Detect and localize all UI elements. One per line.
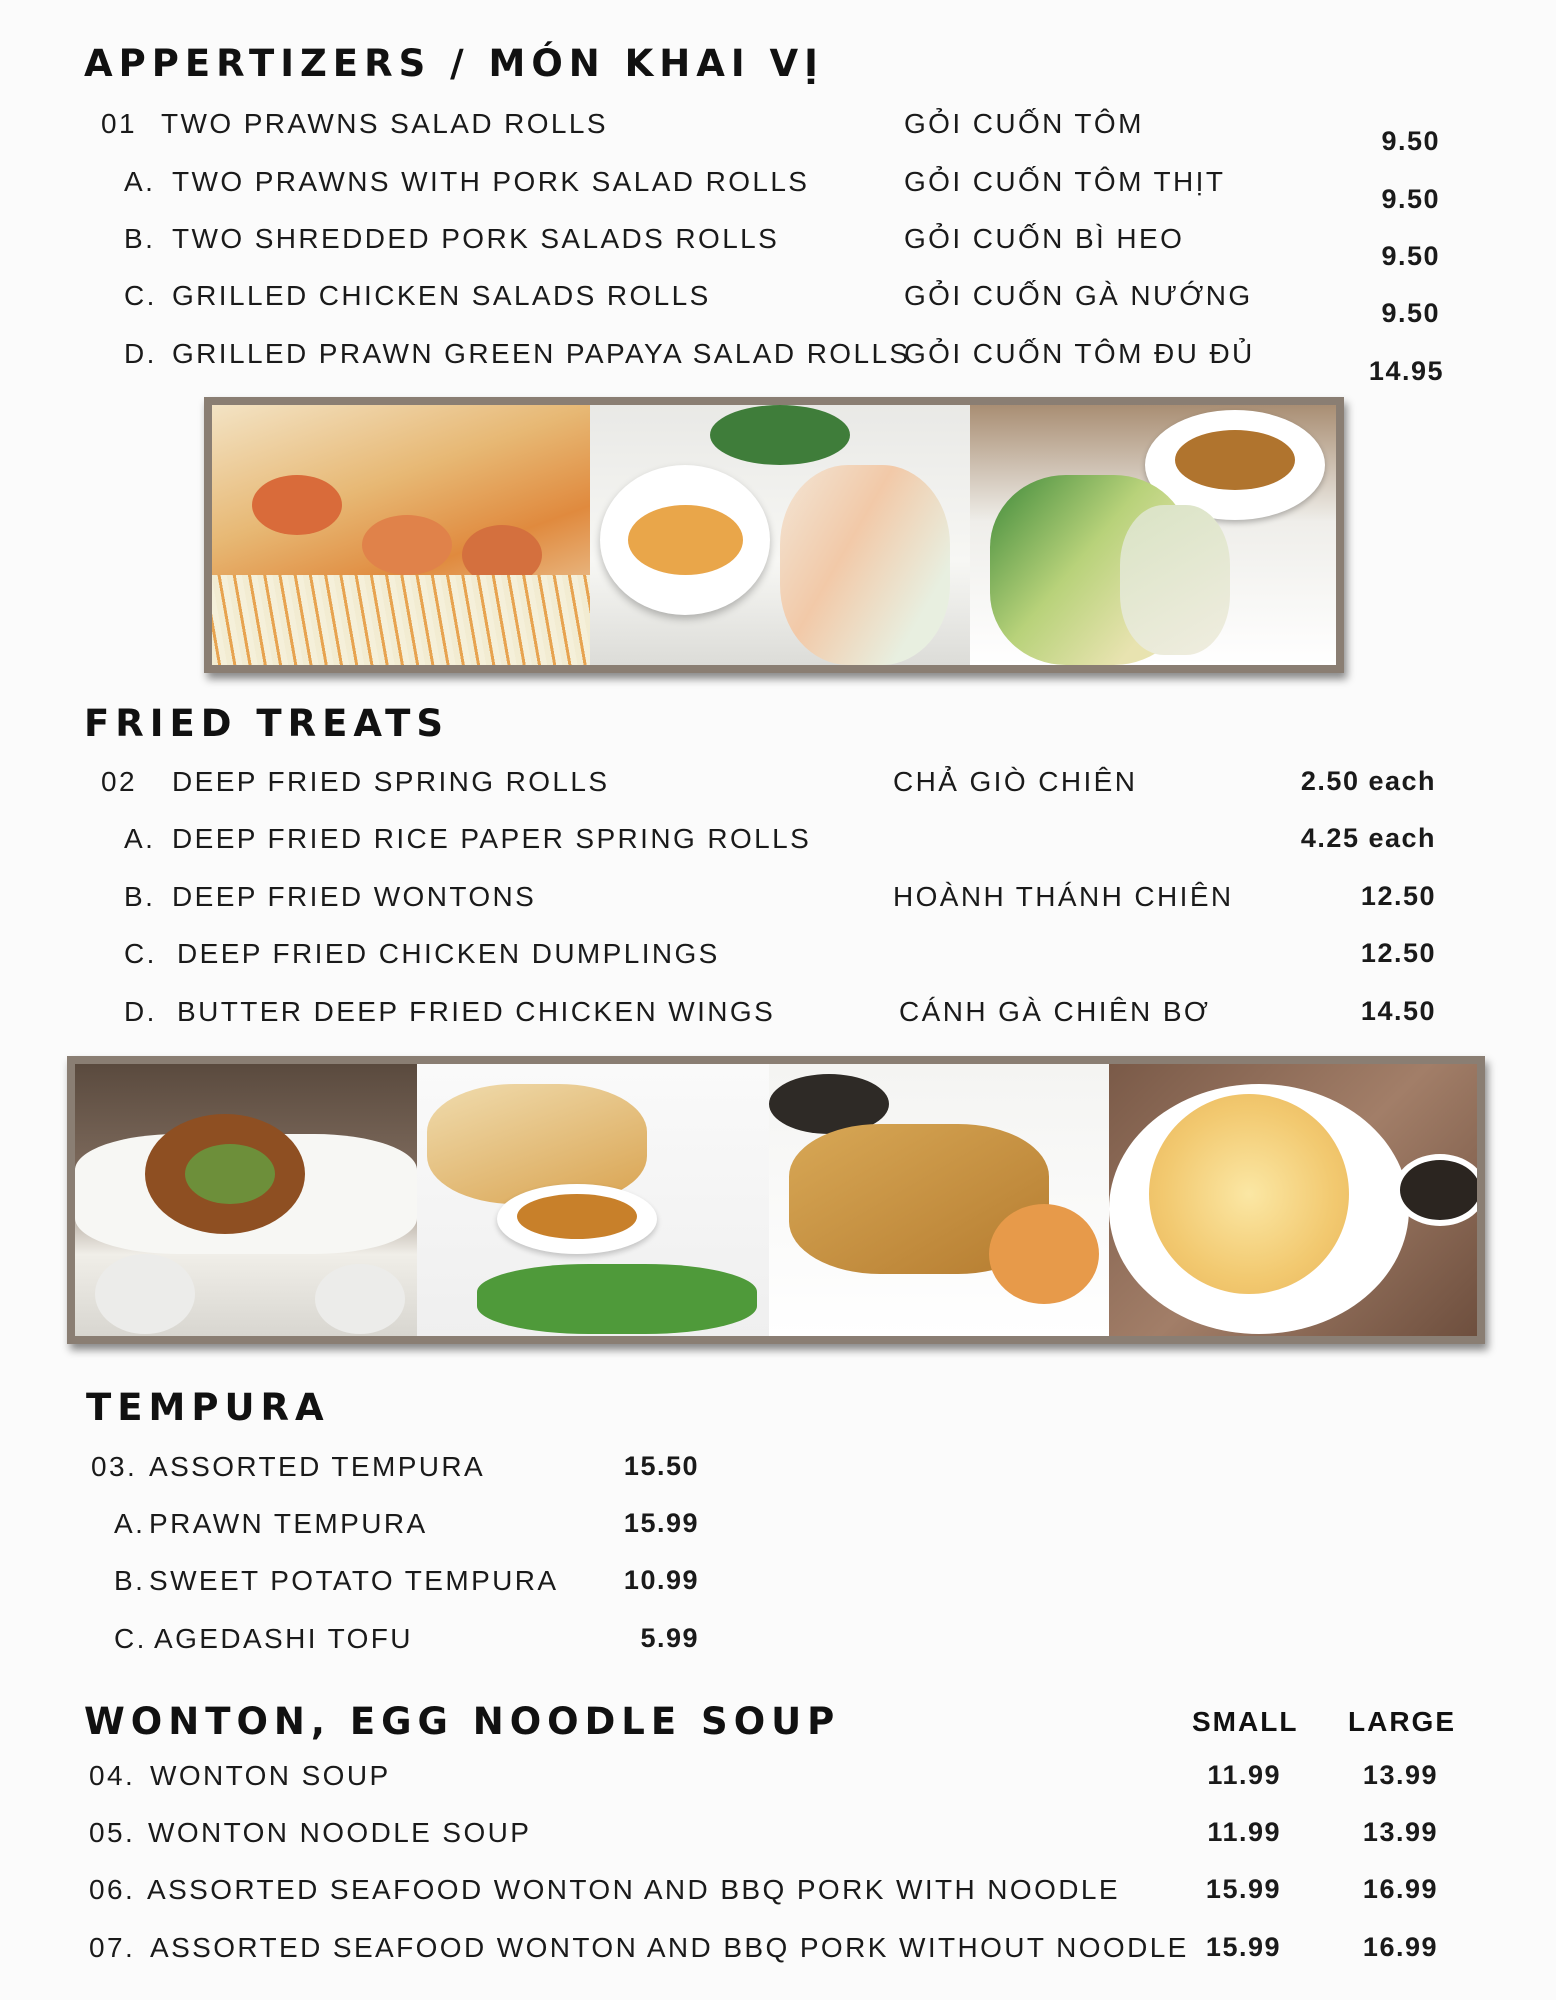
- item-code: B.: [124, 223, 156, 254]
- item-price: 9.50: [1381, 126, 1440, 156]
- item-price: 10.99: [623, 1565, 699, 1595]
- item-vietnamese-name: GỎI CUỐN TÔM: [904, 108, 1144, 139]
- item-code: 07.: [89, 1932, 136, 1963]
- item-name: DEEP FRIED RICE PAPER SPRING ROLLS: [172, 823, 812, 854]
- item-price-large: 13.99: [1362, 1760, 1438, 1790]
- item-vietnamese-name: CHẢ GIÒ CHIÊN: [893, 766, 1138, 797]
- item-vietnamese-name: GỎI CUỐN GÀ NƯỚNG: [904, 280, 1253, 311]
- pan-fried-dumplings-photo: [417, 1064, 769, 1336]
- item-name: DEEP FRIED CHICKEN DUMPLINGS: [177, 938, 720, 969]
- item-price: 9.50: [1381, 184, 1440, 214]
- item-name: ASSORTED SEAFOOD WONTON AND BBQ PORK WITH NOODLE: [147, 1874, 1120, 1905]
- item-name: ASSORTED SEAFOOD WONTON AND BBQ PORK WITHOUT NOODLE: [150, 1932, 1189, 1963]
- salad-rolls-with-peanut-sauce-photo: [970, 405, 1336, 665]
- item-price: 15.99: [623, 1508, 699, 1538]
- item-price: 5.99: [640, 1623, 699, 1653]
- item-code: C.: [114, 1623, 147, 1654]
- grilled-prawn-papaya-salad-photo: [212, 405, 590, 665]
- item-price-large: 16.99: [1362, 1932, 1438, 1962]
- item-name: BUTTER DEEP FRIED CHICKEN WINGS: [177, 996, 776, 1027]
- item-code: 01: [101, 108, 137, 139]
- item-code: B.: [114, 1565, 146, 1596]
- item-price: 12.50: [1360, 881, 1436, 911]
- item-price: 14.50: [1360, 996, 1436, 1026]
- salad-rolls-with-dipping-sauce-photo: [590, 405, 970, 665]
- item-code: 04.: [89, 1760, 136, 1791]
- item-name: DEEP FRIED WONTONS: [172, 881, 537, 912]
- item-name: TWO PRAWNS WITH PORK SALAD ROLLS: [172, 166, 810, 197]
- item-name: ASSORTED TEMPURA: [149, 1451, 486, 1482]
- item-price: 9.50: [1381, 241, 1440, 271]
- item-price: 15.50: [623, 1451, 699, 1481]
- section-title-fried-treats: FRIED TREATS: [84, 702, 450, 745]
- item-price-small: 15.99: [1205, 1874, 1281, 1904]
- item-price: 12.50: [1360, 938, 1436, 968]
- item-name: GRILLED PRAWN GREEN PAPAYA SALAD ROLLS: [172, 338, 911, 369]
- item-vietnamese-name: GỎI CUỐN TÔM ĐU ĐỦ: [904, 338, 1255, 369]
- item-name: SWEET POTATO TEMPURA: [149, 1565, 559, 1596]
- item-code: 03.: [91, 1451, 138, 1482]
- item-name: TWO PRAWNS SALAD ROLLS: [161, 108, 608, 139]
- item-price-large: 16.99: [1362, 1874, 1438, 1904]
- item-price: 14.95: [1368, 356, 1444, 386]
- item-vietnamese-name: HOÀNH THÁNH CHIÊN: [893, 881, 1234, 912]
- column-header-large: LARGE: [1348, 1706, 1456, 1737]
- prawn-tempura-photo: [1109, 1064, 1477, 1336]
- item-code: C.: [124, 938, 157, 969]
- fried-treats-photo-strip: [67, 1056, 1485, 1344]
- item-vietnamese-name: GỎI CUỐN TÔM THỊT: [904, 166, 1226, 197]
- section-title-appetizers: APPERTIZERS / MÓN KHAI VỊ: [84, 42, 824, 85]
- item-name: WONTON NOODLE SOUP: [148, 1817, 532, 1848]
- section-title-wonton-soup: WONTON, EGG NOODLE SOUP: [84, 1700, 841, 1743]
- item-code: D.: [124, 996, 157, 1027]
- item-price-small: 11.99: [1207, 1760, 1281, 1790]
- item-name: AGEDASHI TOFU: [154, 1623, 413, 1654]
- item-price-small: 11.99: [1207, 1817, 1281, 1847]
- item-vietnamese-name: CÁNH GÀ CHIÊN BƠ: [899, 996, 1211, 1027]
- item-name: WONTON SOUP: [150, 1760, 391, 1791]
- item-code: A.: [124, 166, 156, 197]
- item-code: B.: [124, 881, 156, 912]
- item-code: A.: [124, 823, 156, 854]
- item-price: 4.25 each: [1300, 823, 1436, 853]
- item-price: 2.50 each: [1300, 766, 1436, 796]
- item-name: TWO SHREDDED PORK SALADS ROLLS: [172, 223, 780, 254]
- item-code: A.: [114, 1508, 146, 1539]
- item-price: 9.50: [1381, 298, 1440, 328]
- appetizer-photo-strip: [204, 397, 1344, 673]
- item-code: 05.: [89, 1817, 136, 1848]
- item-code: 02: [101, 766, 137, 797]
- item-code: 06.: [89, 1874, 136, 1905]
- item-code: C.: [124, 280, 157, 311]
- chicken-wings-photo: [75, 1064, 417, 1336]
- item-name: PRAWN TEMPURA: [149, 1508, 428, 1539]
- fried-wontons-photo: [769, 1064, 1109, 1336]
- column-header-small: SMALL: [1192, 1706, 1299, 1737]
- item-price-small: 15.99: [1205, 1932, 1281, 1962]
- item-name: GRILLED CHICKEN SALADS ROLLS: [172, 280, 711, 311]
- item-price-large: 13.99: [1362, 1817, 1438, 1847]
- item-name: DEEP FRIED SPRING ROLLS: [172, 766, 610, 797]
- item-code: D.: [124, 338, 157, 369]
- section-title-tempura: TEMPURA: [86, 1386, 330, 1429]
- item-vietnamese-name: GỎI CUỐN BÌ HEO: [904, 223, 1185, 254]
